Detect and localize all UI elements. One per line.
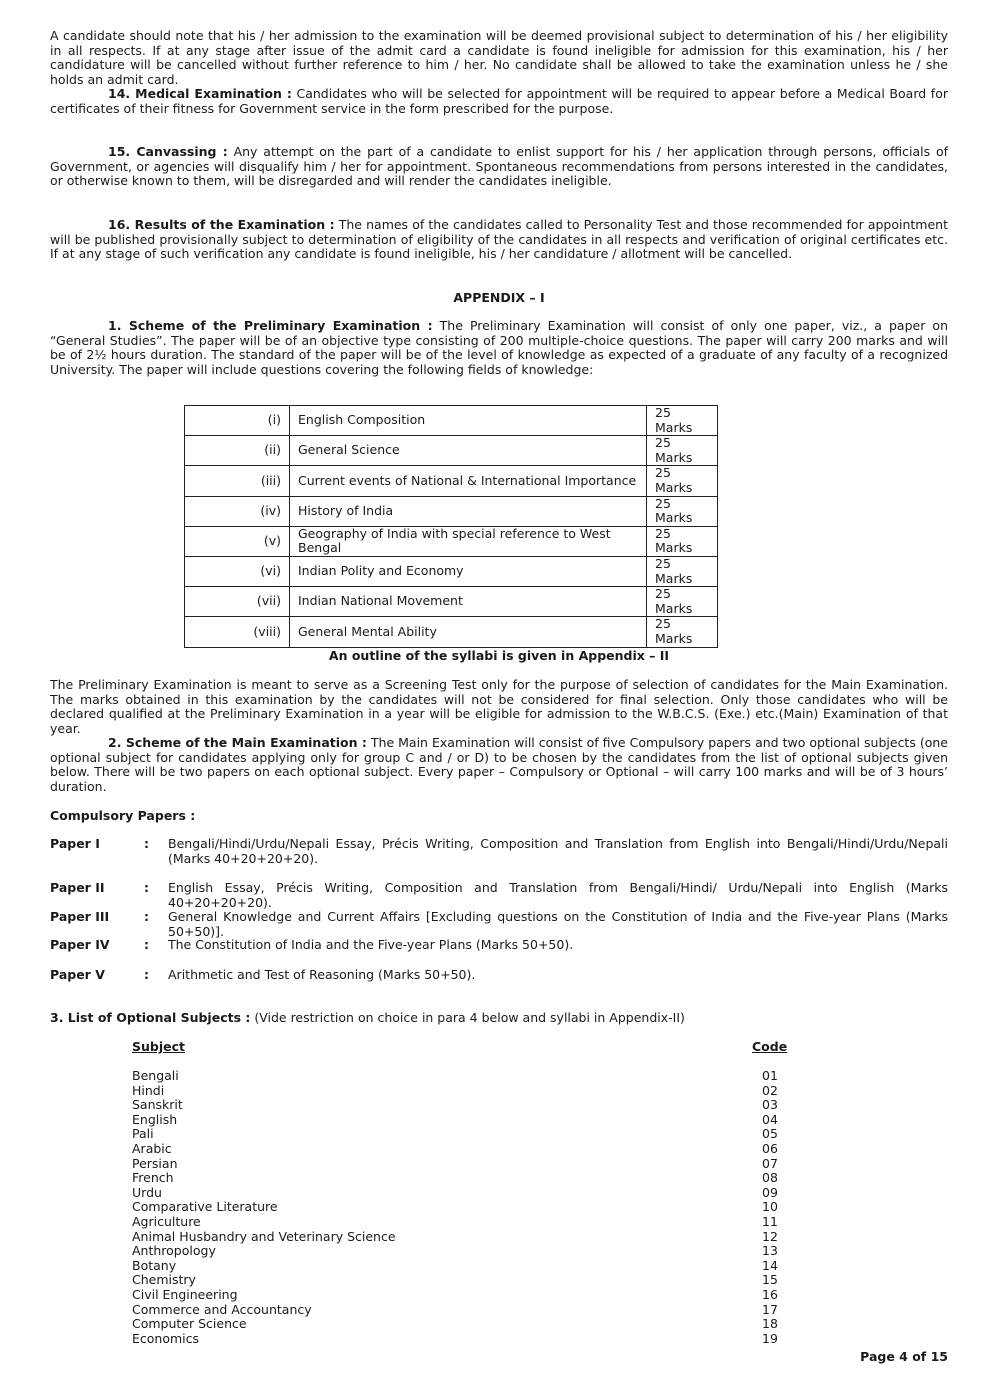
row-marks: 25 Marks — [647, 556, 718, 586]
paper-description: English Essay, Précis Writing, Composition and Translation from Bengali/Hindi/ Urdu/Nepali into English (Marks 40+20+20+20). — [168, 880, 948, 910]
paper-description: General Knowledge and Current Affairs [Excluding questions on the Constitution of India and the Five-year Plans (Marks 50+50)]. — [168, 909, 948, 939]
subject-code: 11 — [762, 1213, 778, 1229]
row-number: (v) — [185, 526, 290, 556]
section-16-text: The names of the candidates called to Personality Test and those recommended for appointment will be published provisionally subject to determination of eligibility of the candidates in all respects and verification of original certificates etc. If at any stage of such verification any candidate is found ineligible, his / her candidature / allotment will be cancelled. — [50, 217, 948, 262]
subject-name: Arabic — [132, 1140, 172, 1156]
table-row — [185, 496, 718, 526]
section-14-medical-examination — [50, 87, 948, 116]
subject-name: Agriculture — [132, 1213, 201, 1229]
section-16-title: 16. Results of the Examination : — [108, 217, 335, 232]
paper-label: Paper V — [50, 967, 105, 982]
row-number: (iii) — [185, 466, 290, 496]
list-item — [132, 1084, 812, 1099]
row-marks: 25 Marks — [647, 436, 718, 466]
table-row — [185, 526, 718, 556]
compulsory-papers-heading: Compulsory Papers : — [50, 808, 196, 823]
row-subject: General Science — [290, 436, 647, 466]
paper-description: The Constitution of India and the Five-year Plans (Marks 50+50). — [168, 937, 574, 952]
subject-name: Bengali — [132, 1068, 179, 1083]
row-subject: Current events of National & International Importance — [290, 466, 647, 496]
list-item — [132, 1186, 812, 1201]
subject-name: Civil Engineering — [132, 1286, 238, 1302]
row-subject: History of India — [290, 496, 647, 526]
scheme-main-paragraph — [50, 736, 948, 794]
subject-code: 13 — [762, 1243, 778, 1259]
subject-name: French — [132, 1170, 174, 1186]
paper-label: Paper I — [50, 836, 100, 851]
list-item — [132, 1303, 812, 1318]
subject-code: 10 — [762, 1199, 778, 1215]
optional-subjects-title: 3. List of Optional Subjects : — [50, 1010, 251, 1025]
paper-description: Bengali/Hindi/Urdu/Nepali Essay, Précis Writing, Composition and Translation from English into Bengali/Hindi/Urdu/Nepali (Marks 40+20+20+20). — [168, 836, 948, 866]
list-item — [132, 1127, 812, 1142]
list-item — [132, 1171, 812, 1186]
table-row — [185, 406, 718, 436]
list-item — [132, 1244, 812, 1259]
scheme-main-text: The Main Examination will consist of five Compulsory papers and two optional subjects (one optional subject for candidates applying only for group C and / or D) to be chosen by the candidates from the list of optional subjects given below. There will be two papers on each optional subject. Every paper – Compulsory or Optional – will carry 100 marks and will be of 3 hours’ duration. — [50, 735, 948, 794]
subject-name: Commerce and Accountancy — [132, 1301, 312, 1317]
list-item — [132, 1069, 812, 1084]
subject-name: Pali — [132, 1126, 154, 1142]
table-row — [185, 436, 718, 466]
syllabus-outline-note: An outline of the syllabi is given in Appendix – II — [328, 648, 670, 663]
row-subject: Geography of India with special reference to West Bengal — [290, 526, 647, 556]
subject-column-header: Subject — [132, 1039, 185, 1054]
list-item — [132, 1332, 812, 1347]
row-subject: General Mental Ability — [290, 617, 647, 647]
subject-code: 02 — [762, 1082, 778, 1098]
scheme-preliminary-text: The Preliminary Examination will consist of only one paper, viz., a paper on “General Studies”. The paper will be of an objective type consisting of 200 multiple-choice questions. The paper will carry 200 marks and will be of 2½ hours duration. The standard of the paper will be of the level of knowledge as expected of a graduate of any faculty of a recognized University. The paper will include questions covering the following fields of knowledge: — [50, 318, 949, 377]
row-marks: 25 Marks — [647, 496, 718, 526]
separator-colon: : — [144, 909, 149, 924]
subject-code: 09 — [762, 1184, 778, 1200]
row-subject: English Composition — [290, 406, 647, 436]
list-item — [132, 1317, 812, 1332]
subject-code: 16 — [762, 1286, 778, 1302]
separator-colon: : — [144, 937, 149, 952]
subject-name: Anthropology — [132, 1243, 216, 1259]
screening-paragraph: The Preliminary Examination is meant to serve as a Screening Test only for the purpose of selection of candidates for the Main Examination. The marks obtained in this examination by the candidates will not be considered for final selection. Only those candidates who will be declared qualified at the Preliminary Examination in a year will be eligible for admission to the W.B.C.S. (Exe.) etc.(Main) Examination of that year. — [50, 677, 948, 736]
intro-paragraph: A candidate should note that his / her admission to the examination will be deemed provisional subject to determination of his / her eligibility in all respects. If at any stage after issue of the admit card a candidate is found ineligible for admission for this examination, his / her candidature will be cancelled without further reference to him / her. No candidate shall be allowed to take the examination unless he / she holds an admit card. — [50, 28, 948, 87]
subject-code: 05 — [762, 1126, 778, 1142]
list-item — [132, 1113, 812, 1128]
subject-name: Economics — [132, 1330, 200, 1346]
scheme-main-title: 2. Scheme of the Main Examination : — [108, 735, 367, 750]
row-number: (ii) — [185, 436, 290, 466]
subject-code: 08 — [762, 1170, 778, 1186]
optional-subjects-heading — [50, 1011, 948, 1026]
row-marks: 25 Marks — [647, 466, 718, 496]
table-row — [185, 617, 718, 647]
preliminary-subjects-table — [184, 405, 718, 648]
scheme-preliminary-title: 1. Scheme of the Preliminary Examination : — [108, 318, 433, 333]
row-number: (vi) — [185, 556, 290, 586]
separator-colon: : — [144, 836, 149, 851]
subject-name: Sanskrit — [132, 1097, 183, 1113]
list-item — [132, 1273, 812, 1288]
optional-subjects-note: (Vide restriction on choice in para 4 below and syllabi in Appendix-II) — [250, 1010, 685, 1025]
subject-name: Chemistry — [132, 1272, 196, 1288]
table-row — [185, 466, 718, 496]
subject-code: 14 — [762, 1257, 778, 1273]
section-15-text: Any attempt on the part of a candidate to enlist support for his / her application through persons, officials of Government, or agencies will disqualify him / her for appointment. Spontaneous recommendations from persons interested in the candidates, or otherwise known to them, will be disregarded and will render the candidates ineligible. — [50, 144, 948, 189]
subject-name: Comparative Literature — [132, 1199, 278, 1215]
row-marks: 25 Marks — [647, 406, 718, 436]
row-number: (iv) — [185, 496, 290, 526]
subject-code: 04 — [762, 1111, 778, 1127]
section-16-results — [50, 218, 948, 262]
list-item — [132, 1288, 812, 1303]
row-marks: 25 Marks — [647, 526, 718, 556]
list-item — [132, 1098, 812, 1113]
list-item — [132, 1157, 812, 1172]
paper-label: Paper IV — [50, 937, 110, 952]
scheme-preliminary-paragraph — [50, 319, 948, 377]
section-14-title: 14. Medical Examination : — [108, 86, 292, 101]
optional-subjects-list — [132, 1069, 812, 1346]
subject-code: 07 — [762, 1155, 778, 1171]
subject-name: English — [132, 1111, 178, 1127]
subject-code: 19 — [762, 1330, 778, 1346]
row-marks: 25 Marks — [647, 617, 718, 647]
paper-label: Paper III — [50, 909, 110, 924]
subject-name: Hindi — [132, 1082, 165, 1098]
list-item — [132, 1215, 812, 1230]
appendix-title: APPENDIX – I — [453, 290, 545, 305]
page-number: Page 4 of 15 — [860, 1349, 948, 1364]
section-15-canvassing — [50, 145, 948, 189]
list-item — [132, 1230, 812, 1245]
row-number: (vii) — [185, 587, 290, 617]
list-item — [132, 1142, 812, 1157]
subject-code: 03 — [762, 1097, 778, 1113]
subject-name: Computer Science — [132, 1316, 247, 1332]
subject-name: Persian — [132, 1155, 178, 1171]
separator-colon: : — [144, 967, 149, 982]
row-number: (viii) — [185, 617, 290, 647]
subject-name: Urdu — [132, 1184, 162, 1200]
paper-description: Arithmetic and Test of Reasoning (Marks 50+50). — [168, 967, 476, 982]
table-row — [185, 587, 718, 617]
list-item — [132, 1200, 812, 1215]
subject-code: 12 — [762, 1228, 778, 1244]
section-15-title: 15. Canvassing : — [108, 144, 228, 159]
subject-name: Botany — [132, 1257, 177, 1273]
subject-name: Animal Husbandry and Veterinary Science — [132, 1228, 396, 1244]
row-subject: Indian Polity and Economy — [290, 556, 647, 586]
paper-label: Paper II — [50, 880, 105, 895]
separator-colon: : — [144, 880, 149, 895]
row-marks: 25 Marks — [647, 587, 718, 617]
subject-code: 18 — [762, 1316, 778, 1332]
code-column-header: Code — [752, 1039, 788, 1054]
table-row — [185, 556, 718, 586]
section-14-text: Candidates who will be selected for appointment will be required to appear before a Medical Board for certificates of their fitness for Government service in the form prescribed for the purpose. — [50, 86, 948, 116]
list-item — [132, 1259, 812, 1274]
row-number: (i) — [185, 406, 290, 436]
row-subject: Indian National Movement — [290, 587, 647, 617]
subject-code: 06 — [762, 1140, 778, 1156]
subject-code: 01 — [762, 1068, 778, 1083]
subject-code: 17 — [762, 1301, 778, 1317]
subject-code: 15 — [762, 1272, 778, 1288]
